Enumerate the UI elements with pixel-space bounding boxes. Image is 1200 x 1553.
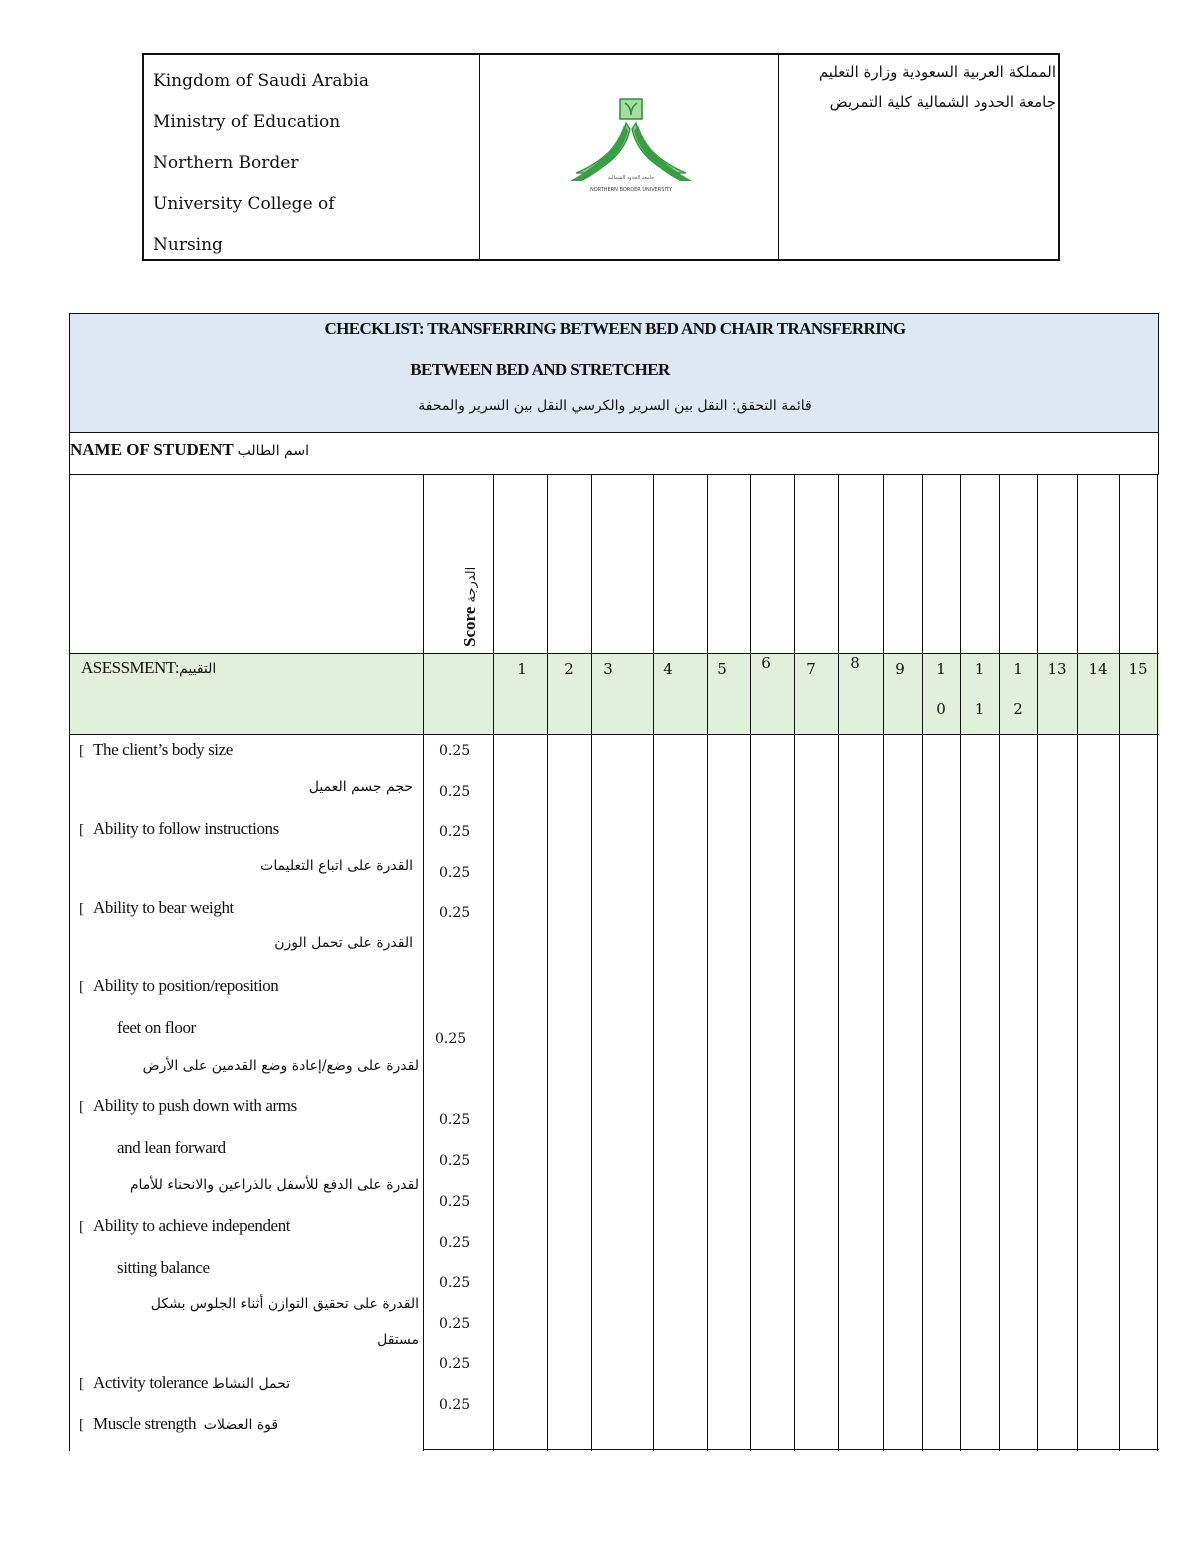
row-divider xyxy=(69,653,1159,654)
column-divider xyxy=(1157,475,1158,1451)
score-value: 0.25 xyxy=(439,824,471,840)
column-number: 15 xyxy=(1128,660,1148,678)
column-number: 2 xyxy=(564,660,574,678)
checklist-title-arabic: قائمة التحقق: النقل بين السرير والكرسي النقل بين السرير والمحفة xyxy=(418,398,812,414)
column-number: 13 xyxy=(1047,660,1067,678)
score-column-header: Score الدرجة xyxy=(460,566,479,647)
item-push-down: [ Ability to push down with arms xyxy=(79,1096,297,1115)
letterhead-arabic xyxy=(779,55,1058,261)
column-number: 3 xyxy=(603,660,613,678)
checklist-title-line2: BETWEEN BED AND STRETCHER xyxy=(410,360,670,379)
column-number: 1 xyxy=(936,660,946,678)
item-sitting-balance-arabic: القدرة على تحقيق التوازن أثناء الجلوس بشكل xyxy=(150,1296,419,1312)
column-divider xyxy=(653,475,654,1451)
column-number: 9 xyxy=(895,660,905,678)
column-divider xyxy=(750,475,751,1451)
row-divider xyxy=(69,734,1159,735)
column-divider xyxy=(423,475,424,1451)
letterhead-arabic-line: جامعة الحدود الشمالية كلية التمريض xyxy=(829,93,1056,111)
item-position-feet-arabic: لقدرة على وضع/إعادة وضع القدمين على الأرض xyxy=(142,1058,419,1074)
score-value: 0.25 xyxy=(439,1275,471,1291)
column-number: 4 xyxy=(663,660,673,678)
column-divider xyxy=(1037,475,1038,1451)
score-value: 0.25 xyxy=(435,1031,467,1047)
letterhead-arabic-line: المملكة العربية السعودية وزارة التعليم xyxy=(818,63,1056,81)
column-number-second-line: 0 xyxy=(936,700,946,718)
column-number: 1 xyxy=(974,660,985,678)
column-divider xyxy=(999,475,1000,1451)
score-value: 0.25 xyxy=(439,905,471,921)
checklist-title-band xyxy=(69,313,1159,433)
item-body-size: [ The client’s body size xyxy=(79,740,233,759)
item-sitting-balance: [ Ability to achieve independent xyxy=(79,1216,291,1235)
column-number: 14 xyxy=(1088,660,1108,678)
logo-english-text: NORTHERN BORDER UNIVERSITY xyxy=(589,187,673,193)
checklist-table xyxy=(69,313,1159,1451)
letterhead-line: Ministry of Education xyxy=(153,112,341,132)
letterhead-line: Northern Border xyxy=(153,153,299,173)
item-body-size-arabic: حجم جسم العميل xyxy=(308,779,413,795)
column-divider xyxy=(960,475,961,1451)
row-divider xyxy=(423,1449,1159,1450)
column-number: 5 xyxy=(717,660,727,678)
item-position-feet: [ Ability to position/reposition xyxy=(79,976,279,995)
student-name-label: NAME OF STUDENT اسم الطالب xyxy=(70,440,309,459)
item-follow-instructions-arabic: القدرة على اتباع التعليمات xyxy=(260,858,413,874)
column-divider xyxy=(707,475,708,1451)
item-sitting-balance-line2: sitting balance xyxy=(117,1258,210,1277)
column-divider xyxy=(547,475,548,1451)
score-value: 0.25 xyxy=(439,784,471,800)
column-divider xyxy=(1119,475,1120,1451)
column-number: 1 xyxy=(1013,660,1023,678)
score-value: 0.25 xyxy=(439,1112,471,1128)
score-value: 0.25 xyxy=(439,1397,471,1413)
column-divider xyxy=(838,475,839,1451)
item-muscle-strength: [ Muscle strength قوة العضلات xyxy=(79,1414,279,1433)
column-number-second-line: 1 xyxy=(974,700,985,718)
checklist-title-line1: CHECKLIST: TRANSFERRING BETWEEN BED AND CHAIR TRANSFERRING xyxy=(324,319,906,338)
score-value: 0.25 xyxy=(439,1153,471,1169)
letterhead-line: Nursing xyxy=(153,235,223,255)
logo-arabic-text: جامعة الحدود الشمالية xyxy=(607,175,655,181)
item-sitting-balance-arabic-line2: مستقل xyxy=(377,1332,419,1348)
score-value: 0.25 xyxy=(439,865,471,881)
logo-cell xyxy=(480,55,779,259)
column-divider xyxy=(69,475,70,1451)
assessment-label: ASESSMENT:التقييم xyxy=(81,658,217,677)
column-divider xyxy=(794,475,795,1451)
score-value: 0.25 xyxy=(439,1194,471,1210)
column-number-second-line: 2 xyxy=(1013,700,1023,718)
item-push-down-line2: and lean forward xyxy=(117,1138,226,1157)
score-value: 0.25 xyxy=(439,1316,471,1332)
northern-border-university-logo-icon xyxy=(568,95,694,195)
letterhead-line: Kingdom of Saudi Arabia xyxy=(153,71,369,91)
score-value: 0.25 xyxy=(439,1235,471,1251)
item-follow-instructions: [ Ability to follow instructions xyxy=(79,819,279,838)
item-push-down-arabic: لقدرة على الدفع للأسفل بالذراعين والانحناء للأمام xyxy=(129,1177,419,1193)
column-number: 8 xyxy=(850,654,860,672)
student-name-row[interactable] xyxy=(69,433,1159,475)
column-divider xyxy=(1077,475,1078,1451)
column-divider xyxy=(591,475,592,1451)
column-number: 6 xyxy=(761,654,771,672)
item-bear-weight-arabic: القدرة على تحمل الوزن xyxy=(274,935,413,951)
column-number: 7 xyxy=(806,660,816,678)
letterhead-english xyxy=(144,55,480,259)
item-bear-weight: [ Ability to bear weight xyxy=(79,898,234,917)
column-number: 1 xyxy=(517,660,527,678)
score-value: 0.25 xyxy=(439,743,471,759)
letterhead-box xyxy=(142,53,1060,261)
letterhead-line: University College of xyxy=(153,194,335,214)
column-divider xyxy=(883,475,884,1451)
item-position-feet-line2: feet on floor xyxy=(117,1018,196,1037)
item-activity-tolerance: [ Activity tolerance تحمل النشاط xyxy=(79,1373,291,1392)
column-divider xyxy=(922,475,923,1451)
score-value: 0.25 xyxy=(439,1356,471,1372)
